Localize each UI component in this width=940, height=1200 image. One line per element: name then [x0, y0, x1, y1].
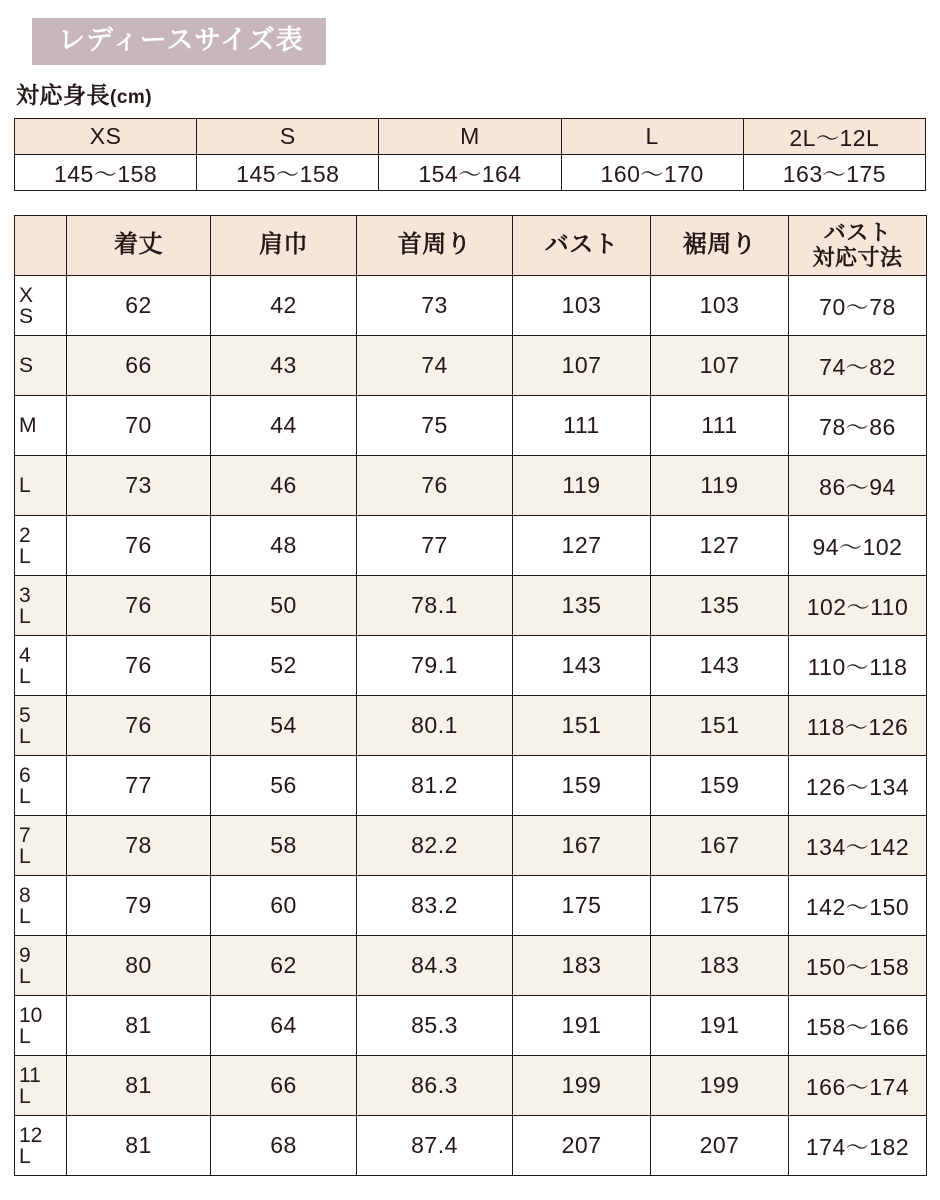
row-size-label [15, 876, 67, 936]
cell-kitake: 76 [67, 576, 211, 636]
cell-katahaba: 54 [211, 696, 357, 756]
cell-bust: 127 [513, 516, 651, 576]
height-col-l: L [561, 119, 743, 155]
cell-kubimawari: 83.2 [357, 876, 513, 936]
measurement-col-bust-fit [789, 216, 927, 276]
cell-katahaba: 48 [211, 516, 357, 576]
cell-susomawari: 159 [651, 756, 789, 816]
row-size-label-line2: L [19, 664, 31, 688]
cell-kitake: 81 [67, 1116, 211, 1176]
row-size-label-line1: 5 [19, 703, 31, 727]
table-row [15, 516, 927, 576]
height-heading-unit: (cm) [110, 87, 153, 109]
row-size-label-line2: L [19, 1144, 31, 1168]
row-size-label-line1: 6 [19, 763, 31, 787]
row-size-label [15, 276, 67, 336]
row-size-label-line1: M [19, 414, 37, 438]
cell-katahaba: 44 [211, 396, 357, 456]
row-size-label-line2: L [19, 904, 31, 928]
table-row [15, 276, 927, 336]
cell-katahaba: 68 [211, 1116, 357, 1176]
cell-bust-fit: 142〜150 [789, 876, 927, 936]
row-size-label [15, 576, 67, 636]
row-size-label-line2: L [19, 1024, 31, 1048]
cell-bust: 183 [513, 936, 651, 996]
cell-susomawari: 111 [651, 396, 789, 456]
height-value-m: 154〜164 [379, 155, 561, 191]
cell-kitake: 73 [67, 456, 211, 516]
row-size-label-line1: 11 [19, 1063, 41, 1087]
cell-bust-fit: 158〜166 [789, 996, 927, 1056]
row-size-label-line1: L [19, 474, 31, 498]
table-row [15, 1056, 927, 1116]
height-col-xs: XS [15, 119, 197, 155]
cell-bust: 151 [513, 696, 651, 756]
cell-susomawari: 207 [651, 1116, 789, 1176]
table-row [15, 336, 927, 396]
measurement-col-katahaba: 肩巾 [211, 216, 357, 276]
measurement-col-susomawari: 裾周り [651, 216, 789, 276]
cell-bust: 167 [513, 816, 651, 876]
cell-susomawari: 183 [651, 936, 789, 996]
cell-katahaba: 56 [211, 756, 357, 816]
table-row [15, 576, 927, 636]
cell-susomawari: 119 [651, 456, 789, 516]
table-row [15, 396, 927, 456]
cell-bust: 199 [513, 1056, 651, 1116]
measurement-col-kubimawari: 首周り [357, 216, 513, 276]
height-table-value-row [15, 155, 926, 191]
cell-bust: 143 [513, 636, 651, 696]
table-row [15, 756, 927, 816]
row-size-label [15, 936, 67, 996]
height-table-header-row [15, 119, 926, 155]
cell-bust: 191 [513, 996, 651, 1056]
measurement-table [14, 215, 927, 1176]
table-row [15, 456, 927, 516]
row-size-label-line1: X [19, 283, 34, 307]
height-table [14, 118, 926, 191]
measurement-col-bust-fit-line2: 対応寸法 [812, 244, 903, 270]
row-size-label-line2: L [19, 964, 31, 988]
cell-kubimawari: 73 [357, 276, 513, 336]
row-size-label [15, 1116, 67, 1176]
height-col-2l12l: 2L〜12L [743, 119, 925, 155]
row-size-label-line2: L [19, 784, 31, 808]
cell-susomawari: 135 [651, 576, 789, 636]
row-size-label [15, 516, 67, 576]
measurement-header-row [15, 216, 927, 276]
cell-katahaba: 43 [211, 336, 357, 396]
cell-bust-fit: 166〜174 [789, 1056, 927, 1116]
cell-bust-fit: 174〜182 [789, 1116, 927, 1176]
cell-kitake: 78 [67, 816, 211, 876]
cell-kitake: 76 [67, 516, 211, 576]
cell-bust-fit: 102〜110 [789, 576, 927, 636]
row-size-label-line1: 8 [19, 883, 31, 907]
cell-kitake: 79 [67, 876, 211, 936]
cell-katahaba: 50 [211, 576, 357, 636]
table-row [15, 696, 927, 756]
height-section-heading [16, 77, 926, 110]
table-row [15, 1116, 927, 1176]
cell-susomawari: 127 [651, 516, 789, 576]
cell-bust-fit: 70〜78 [789, 276, 927, 336]
page-title: レディースサイズ表 [32, 18, 326, 65]
measurement-col-bust: バスト [513, 216, 651, 276]
row-size-label-line2: S [19, 304, 34, 328]
row-size-label-line1: 2 [19, 523, 31, 547]
cell-kitake: 76 [67, 636, 211, 696]
row-size-label-line1: 7 [19, 823, 31, 847]
cell-susomawari: 107 [651, 336, 789, 396]
cell-bust: 103 [513, 276, 651, 336]
cell-bust-fit: 134〜142 [789, 816, 927, 876]
cell-kitake: 62 [67, 276, 211, 336]
row-size-label [15, 336, 67, 396]
row-size-label [15, 816, 67, 876]
cell-kubimawari: 78.1 [357, 576, 513, 636]
cell-kubimawari: 79.1 [357, 636, 513, 696]
cell-bust-fit: 118〜126 [789, 696, 927, 756]
row-size-label-line1: 9 [19, 943, 31, 967]
cell-bust: 107 [513, 336, 651, 396]
table-row [15, 636, 927, 696]
cell-katahaba: 60 [211, 876, 357, 936]
cell-susomawari: 167 [651, 816, 789, 876]
cell-katahaba: 58 [211, 816, 357, 876]
row-size-label-line2: L [19, 844, 31, 868]
cell-kubimawari: 80.1 [357, 696, 513, 756]
row-size-label [15, 696, 67, 756]
cell-bust-fit: 74〜82 [789, 336, 927, 396]
row-size-label [15, 396, 67, 456]
row-size-label-line2: L [19, 544, 31, 568]
cell-bust-fit: 110〜118 [789, 636, 927, 696]
cell-susomawari: 143 [651, 636, 789, 696]
cell-kubimawari: 84.3 [357, 936, 513, 996]
row-size-label-line1: 12 [19, 1123, 43, 1147]
cell-bust: 175 [513, 876, 651, 936]
row-size-label-line1: 4 [19, 643, 31, 667]
cell-kitake: 70 [67, 396, 211, 456]
cell-bust: 135 [513, 576, 651, 636]
cell-kubimawari: 76 [357, 456, 513, 516]
cell-susomawari: 199 [651, 1056, 789, 1116]
cell-kitake: 81 [67, 1056, 211, 1116]
row-size-label [15, 636, 67, 696]
row-size-label-line2: L [19, 724, 31, 748]
cell-susomawari: 151 [651, 696, 789, 756]
cell-bust: 119 [513, 456, 651, 516]
measurement-section [14, 215, 926, 1176]
cell-bust-fit: 150〜158 [789, 936, 927, 996]
cell-katahaba: 64 [211, 996, 357, 1056]
height-value-xs: 145〜158 [15, 155, 197, 191]
cell-bust-fit: 94〜102 [789, 516, 927, 576]
cell-susomawari: 175 [651, 876, 789, 936]
cell-kubimawari: 82.2 [357, 816, 513, 876]
cell-kubimawari: 81.2 [357, 756, 513, 816]
cell-bust: 111 [513, 396, 651, 456]
height-col-s: S [197, 119, 379, 155]
row-size-label-line1: S [19, 354, 34, 378]
cell-bust: 207 [513, 1116, 651, 1176]
cell-kubimawari: 75 [357, 396, 513, 456]
cell-kitake: 81 [67, 996, 211, 1056]
cell-katahaba: 62 [211, 936, 357, 996]
cell-kitake: 76 [67, 696, 211, 756]
cell-bust-fit: 126〜134 [789, 756, 927, 816]
cell-katahaba: 46 [211, 456, 357, 516]
row-size-label-line1: 3 [19, 583, 31, 607]
row-size-label-line1: 10 [19, 1003, 43, 1027]
table-row [15, 816, 927, 876]
cell-kubimawari: 77 [357, 516, 513, 576]
measurement-body [15, 276, 927, 1176]
cell-kitake: 80 [67, 936, 211, 996]
cell-kubimawari: 86.3 [357, 1056, 513, 1116]
cell-kubimawari: 87.4 [357, 1116, 513, 1176]
table-row [15, 936, 927, 996]
measurement-col-bust-fit-line1: バスト [823, 219, 892, 245]
measurement-corner-cell [15, 216, 67, 276]
row-size-label-line2: L [19, 1084, 31, 1108]
cell-katahaba: 66 [211, 1056, 357, 1116]
table-row [15, 876, 927, 936]
cell-kubimawari: 85.3 [357, 996, 513, 1056]
cell-kubimawari: 74 [357, 336, 513, 396]
cell-kitake: 77 [67, 756, 211, 816]
cell-susomawari: 103 [651, 276, 789, 336]
cell-kitake: 66 [67, 336, 211, 396]
height-value-s: 145〜158 [197, 155, 379, 191]
height-value-2l12l: 163〜175 [743, 155, 925, 191]
cell-bust: 159 [513, 756, 651, 816]
row-size-label-line2: L [19, 604, 31, 628]
cell-bust-fit: 86〜94 [789, 456, 927, 516]
row-size-label [15, 756, 67, 816]
height-value-l: 160〜170 [561, 155, 743, 191]
row-size-label [15, 996, 67, 1056]
height-col-m: M [379, 119, 561, 155]
row-size-label [15, 456, 67, 516]
row-size-label [15, 1056, 67, 1116]
cell-bust-fit: 78〜86 [789, 396, 927, 456]
cell-susomawari: 191 [651, 996, 789, 1056]
table-row [15, 996, 927, 1056]
measurement-col-kitake: 着丈 [67, 216, 211, 276]
cell-katahaba: 42 [211, 276, 357, 336]
height-heading-text: 対応身長 [16, 82, 110, 109]
cell-katahaba: 52 [211, 636, 357, 696]
